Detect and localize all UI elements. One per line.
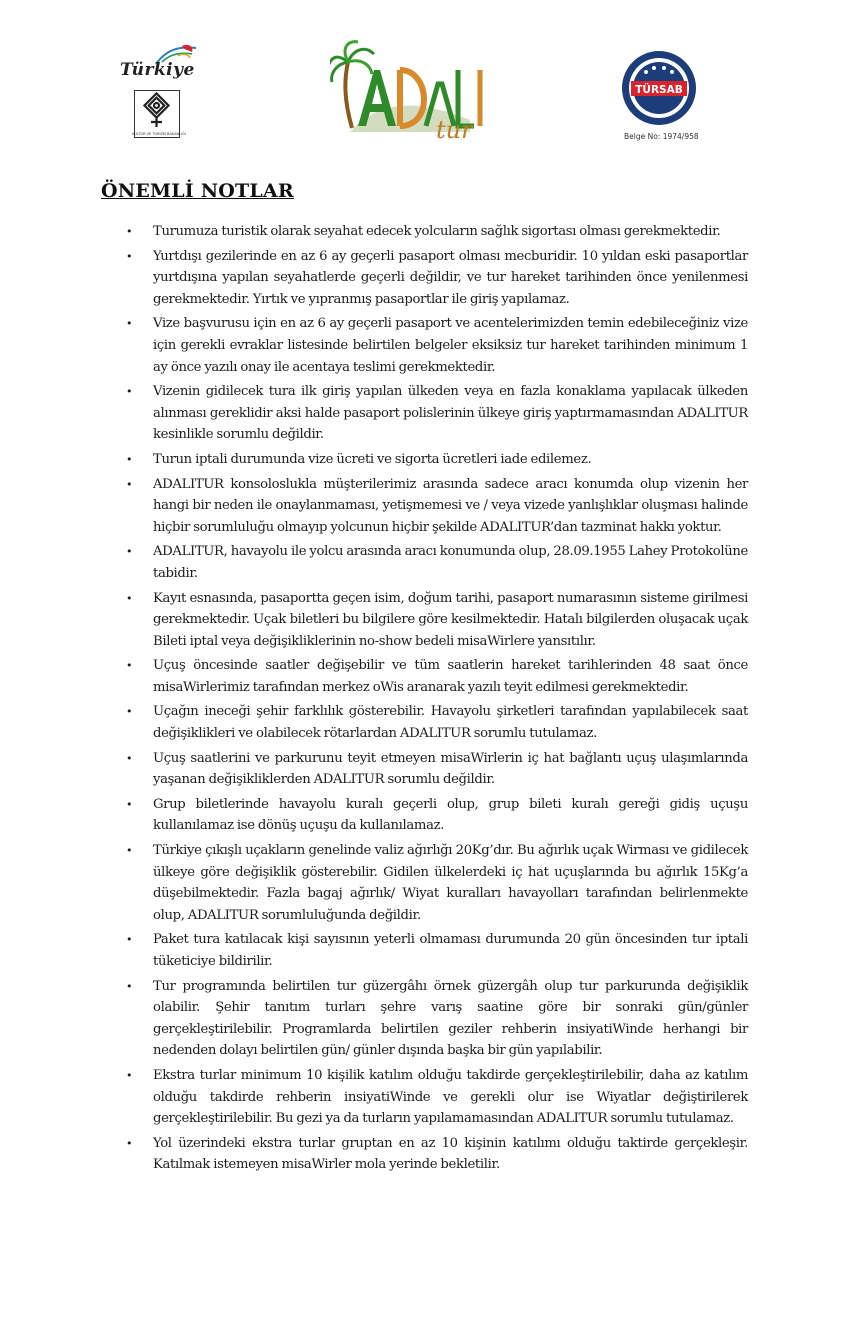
note-text: Ekstra turlar minimum 10 kişilik katılım olduğu takdirde gerçekleştirilebilir, daha az katılım olduğu takdirde rehberin insiyatiWinde ve gerekli olur ise Wiyatlar değiştirilerek gerçekleştirilebilir. Bu gezi ya da turların yapılamamasından ADALITUR sorumlu tutulamaz.	[153, 1067, 748, 1127]
bullet-icon: •	[126, 844, 133, 858]
note-item	[126, 381, 748, 446]
note-item	[126, 748, 748, 791]
bullet-icon: •	[126, 249, 133, 263]
bullet-icon: •	[126, 317, 133, 331]
bullet-icon: •	[126, 933, 133, 947]
note-text: Turun iptali durumunda vize ücreti ve sigorta ücretleri iade edilemez.	[153, 451, 592, 467]
note-text: Paket tura katılacak kişi sayısının yeterli olmaması durumunda 20 gün öncesinden tur iptali tüketiciye bildirilir.	[153, 932, 748, 969]
bullet-icon: •	[126, 225, 133, 238]
note-text: Vizenin gidilecek tura ilk giriş yapılan ülkeden veya en fazla konaklama yapılacak ülkeden alınması gereklidir aksi halde pasaport polislerinin ülkeye giriş yaptırmamasından ADALITUR kesinlikle sorumlu değildir.	[153, 384, 748, 443]
note-text: Uçuş öncesinde saatler değişebilir ve tüm saatlerin hareket tarihlerinden 48 saat önce misaWirlerimiz tarafından merkez oWis aranarak yazılı teyit edilmesi gerekmektedir.	[153, 658, 748, 695]
tursab-logo	[616, 50, 702, 146]
page-title: ÖNEMLİ NOTLAR	[101, 180, 294, 202]
bullet-icon: •	[126, 591, 133, 605]
adalitur-logo	[330, 40, 488, 145]
note-text: Grup biletlerinde havayolu kuralı geçerli olup, grup bileti kuralı gereği gidiş uçuşu kullanılamaz ise dönüş uçuşu da kullanılamaz.	[153, 796, 748, 834]
note-text: ADALITUR konsoloslukla müşterilerimiz arasında sadece aracı konumda olup vizenin her hangi bir neden ile onaylanmaması, yetişmemesi ve / veya vizede yanlışlıklar oluşması halinde hiçbir sorumluluğu olmayıp yolcunun hiçbir şekilde ADALITUR’dan tazminat hakkı yoktur.	[153, 476, 748, 535]
note-text: Yurtdışı gezilerinde en az 6 ay geçerli pasaport olması mecburidir. 10 yıldan eski pasaportlar yurtdışına yapılan seyahatlerde geçerli değildir, ve tur hareket tarihinden önce yenilenmesi gerekmektedir. Yırtık ve yıpranmış pasaportlar ile giriş yapılamaz.	[153, 248, 748, 307]
bullet-icon: •	[126, 979, 133, 993]
tursab-seal	[616, 50, 702, 130]
note-item	[126, 474, 748, 539]
note-item	[126, 541, 748, 584]
bullet-icon: •	[126, 797, 133, 811]
note-item	[126, 1065, 748, 1130]
note-item	[126, 313, 748, 378]
bullet-icon: •	[126, 477, 133, 491]
tursab-license-number: Belge No: 1974/958	[624, 132, 699, 141]
note-text: Yol üzerindeki ekstra turlar gruptan en az 10 kişinin katılımı olduğu taktirde gerçekleşir. Katılmak istemeyen misaWirler mola yerinde bekletilir.	[153, 1135, 748, 1173]
tursab-wordmark: TÜRSAB	[635, 84, 683, 96]
note-text: Kayıt esnasında, pasaportta geçen isim, doğum tarihi, pasaport numarasının sisteme girilmesi gerekmektedir. Uçak biletleri bu bilgilere göre kesilmektedir. Hatalı bilgilerden oluşacak uçak Bileti iptal veya değişikliklerinin no-show bedeli misaWirlere yansıtılır.	[153, 590, 748, 649]
note-item	[126, 1133, 748, 1176]
culture-ministry-caption: KÜLTÜR VE TURİZM BAKANLIĞI	[132, 132, 186, 136]
note-item	[126, 221, 748, 243]
bullet-icon: •	[126, 452, 133, 466]
bullet-icon: •	[126, 385, 133, 399]
note-item	[126, 655, 748, 698]
note-item	[126, 588, 748, 653]
turkiye-wordmark: Türkiye	[120, 60, 195, 80]
note-item	[126, 246, 748, 311]
note-text: ADALITUR, havayolu ile yolcu arasında aracı konumunda olup, 28.09.1955 Lahey Protokolüne tabidir.	[153, 544, 748, 581]
bullet-icon: •	[126, 1068, 133, 1082]
note-text: Tur programında belirtilen tur güzergâhı örnek güzergâh olup tur parkurunda değişiklik olabilir. Şehir tanıtım turları şehre varış saatine göre bir sonraki gün/günler gerçekleştirilebilir. Programlarda belirtilen geziler rehberin insiyatiWinde herhangi bir nedenden dolayı belirtilen gün/ günler dışında başka bir gün yapılabilir.	[153, 978, 748, 1059]
note-text: Vize başvurusu için en az 6 ay geçerli pasaport ve acentelerimizden temin edebileceğiniz vize için gerekli evraklar listesinde belirtilen belgeler eksiksiz tur hareket tarihinden minimum 1 ay önce yazılı onay ile acentaya teslimi gerekmektedir.	[153, 316, 748, 375]
knot-emblem-icon	[135, 91, 178, 131]
turkiye-logo	[118, 44, 208, 142]
note-text: Türkiye çıkışlı uçakların genelinde valiz ağırlığı 20Kg’dır. Bu ağırlık uçak Wirması ve gidilecek ülkeye göre değişiklik gösterebilir. Gidilen ülkelerdeki iç hat uçuşlarında bu ağırlık 15Kg’a düşebilmektedir. Fazla bagaj ağırlık/ Wiyat kuralları havayolları tarafından belirlenmekte olup, ADALITUR sorumluluğunda değildir.	[153, 843, 748, 923]
culture-ministry-emblem	[134, 90, 180, 138]
bullet-icon: •	[126, 1136, 133, 1150]
note-text: Uçuş saatlerini ve parkurunu teyit etmeyen misaWirlerin iç hat bağlantı uçuş ulaşımlarında yaşanan değişikliklerden ADALITUR sorumlu değildir.	[153, 750, 748, 788]
adalitur-wordmark: ADALI	[330, 40, 334, 41]
bullet-icon: •	[126, 705, 133, 719]
adalitur-tur-text: tur	[436, 116, 473, 144]
note-text: Turumuza turistik olarak seyahat edecek yolcuların sağlık sigortası olması gerekmektedir.	[153, 224, 721, 239]
note-item	[126, 449, 748, 471]
note-item	[126, 701, 748, 744]
bullet-icon: •	[126, 545, 133, 559]
note-item	[126, 794, 748, 837]
note-item	[126, 929, 748, 972]
notes-list	[126, 221, 748, 1179]
bullet-icon: •	[126, 751, 133, 765]
note-item	[126, 976, 748, 1062]
letterhead	[0, 0, 852, 160]
note-text: Uçağın ineceği şehir farklılık gösterebilir. Havayolu şirketleri tarafından yapılabilecek saat değişiklikleri ve olabilecek rötarlardan ADALITUR sorumlu tutulamaz.	[153, 704, 748, 742]
note-item	[126, 840, 748, 926]
bullet-icon: •	[126, 659, 133, 673]
